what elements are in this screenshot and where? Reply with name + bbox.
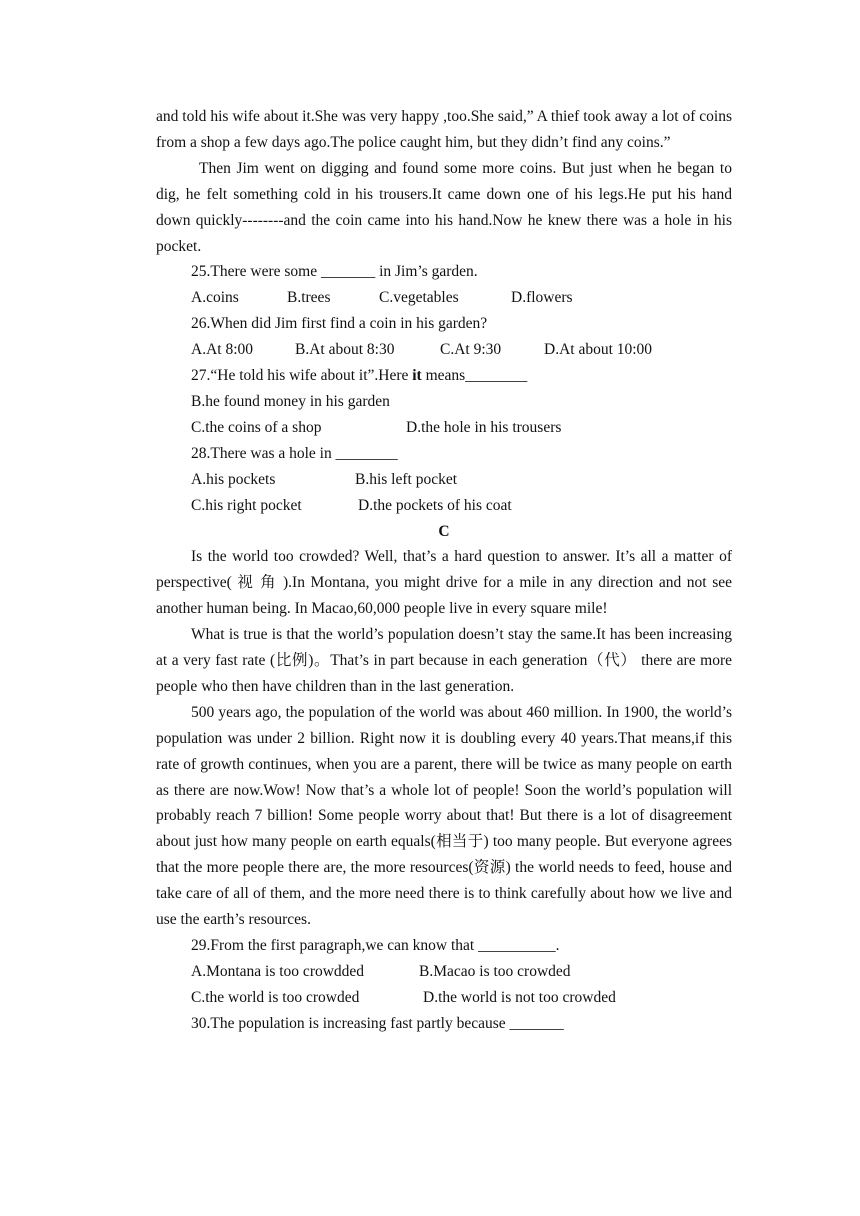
option: D.the hole in his trousers xyxy=(406,418,562,436)
option: D.flowers xyxy=(511,289,573,307)
option: C.his right pocket xyxy=(191,496,302,514)
question-options xyxy=(156,493,732,519)
option: A.Montana is too crowdded xyxy=(191,962,365,980)
passage-c-paragraph: What is true is that the world’s population doesn’t stay the same.It has been increasing at a very fast rate (比例)。That’s in part because in each generation（代） there are more people who then have children than in the last generation. xyxy=(156,626,732,695)
option: A.coins xyxy=(191,289,239,307)
passage-b-paragraph: Then Jim went on digging and found some more coins. But just when he began to dig, he felt something cold in his trousers.It came down one of his legs.He put his hand down quickly--------and the coin came into his hand.Now he knew there was a hole in his pocket. xyxy=(156,159,732,255)
passage-c-paragraph: Is the world too crowded? Well, that’s a hard question to answer. It’s all a matter of perspective( 视 角 ).In Montana, you might drive for a mile in any direction and not see another human being. In Macao,60,000 people live in every square mile! xyxy=(156,548,732,618)
option: B.Macao is too crowded xyxy=(419,962,571,980)
option: D.the pockets of his coat xyxy=(358,496,512,514)
option: B.his left pocket xyxy=(355,470,458,488)
stem-bold-word: it xyxy=(412,367,422,385)
option: A.At 8:00 xyxy=(191,341,253,359)
passage-b-paragraph: and told his wife about it.She was very happy ,too.She said,” A thief took away a lot of coins from a shop a few days ago.The police caught him, but they didn’t find any coins.” xyxy=(156,108,732,151)
question-stem xyxy=(156,363,732,389)
passage-c-paragraph: 500 years ago, the population of the world was about 460 million. In 1900, the world’s population was under 2 billion. Right now it is doubling every 40 years.That means,if this rate of growth continues, when you are a parent, there will be twice as many people on earth as there are now.Wow! Now that’s a whole lot of people! Soon the world’s population will probably reach 7 billion! Some people worry about that! But there is a lot of disagreement about just how many people on earth equals(相当于) too many people. But everyone agrees that the more people there are, the more resources(资源) the world needs to feed, house and take care of all of them, and the more need there is to think carefully about how we live and use the earth’s resources. xyxy=(156,703,732,929)
question-options xyxy=(156,959,732,985)
question-options xyxy=(156,985,732,1011)
stem-text: 27.“He told his wife about it”.Here xyxy=(191,367,413,385)
question-options xyxy=(156,389,732,415)
option: D.the world is not too crowded xyxy=(423,988,616,1006)
stem-text: means________ xyxy=(421,367,528,385)
option: B.he found money in his garden xyxy=(191,392,390,410)
question-options xyxy=(156,337,732,363)
question-stem: 26.When did Jim first find a coin in his garden? xyxy=(191,315,488,333)
option: C.vegetables xyxy=(379,289,459,307)
question-options xyxy=(156,415,732,441)
question-stem: 29.From the first paragraph,we can know that __________. xyxy=(191,937,560,954)
option: C.At 9:30 xyxy=(440,341,502,359)
option: C.the world is too crowded xyxy=(191,988,360,1006)
option: B.trees xyxy=(287,289,331,307)
question-stem: 25.There were some _______ in Jim’s garden. xyxy=(191,263,478,281)
question-options xyxy=(156,467,732,493)
option: D.At about 10:00 xyxy=(544,341,653,359)
option: A.his pockets xyxy=(191,470,276,488)
document-page xyxy=(156,104,732,1037)
option: C.the coins of a shop xyxy=(191,418,322,436)
section-heading: C xyxy=(438,522,450,540)
question-stem: 28.There was a hole in ________ xyxy=(191,444,398,462)
question-stem: 30.The population is increasing fast partly because _______ xyxy=(191,1014,564,1032)
option: B.At about 8:30 xyxy=(295,341,395,359)
question-options xyxy=(156,285,732,311)
